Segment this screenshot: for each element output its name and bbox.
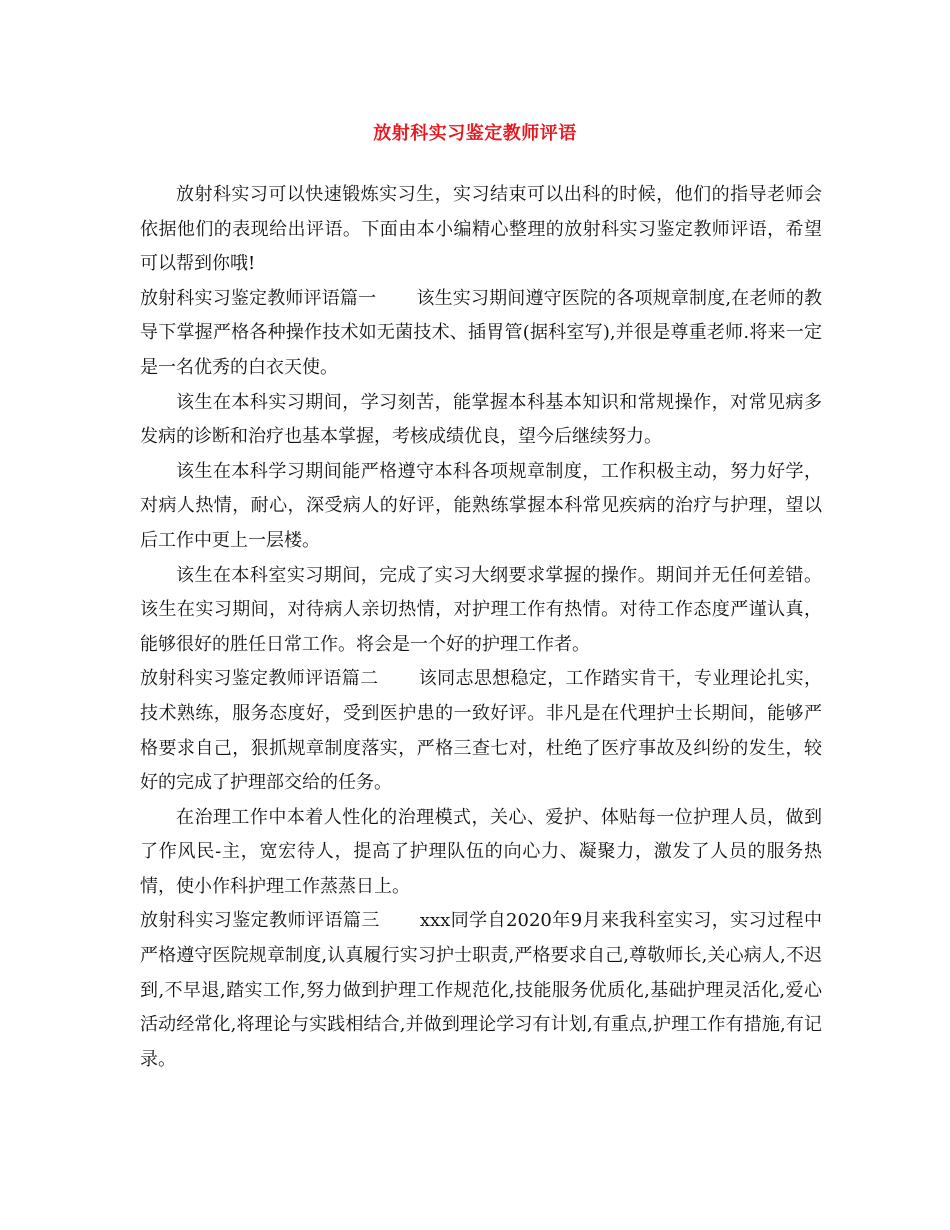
paragraph-6: 在治理工作中本着人性化的治理模式，关心、爱护、体贴每一位护理人员，做到了作风民-主，宽宏待人，提高了护理队伍的向心力、凝聚力，激发了人员的服务热情，使小作科护理工作蒸蒸日上。: [140, 806, 822, 897]
section-1-heading: 放射科实习鉴定教师评语篇一: [140, 287, 377, 309]
section-2-heading: 放射科实习鉴定教师评语篇二: [140, 668, 379, 690]
section-1-text: 该生实习期间遵守医院的各项规章制度,在老师的教导下掌握严格各种操作技术如无菌技术、插胃管(据科室写),并很是尊重老师.将来一定是一名优秀的白衣天使。: [140, 287, 822, 378]
section-2-paragraph: [140, 662, 822, 800]
document-body: [140, 178, 822, 1077]
intro-paragraph: 放射科实习可以快速锻炼实习生，实习结束可以出科的时候，他们的指导老师会依据他们的表现给出评语。下面由本小编精心整理的放射科实习鉴定教师评语，希望可以帮到你哦!: [140, 184, 822, 275]
section-1-paragraph: [140, 282, 822, 386]
section-2-text: 该同志思想稳定，工作踏实肯干，专业理论扎实，技术熟练，服务态度好，受到医护患的一致好评。非凡是在代理护士长期间，能够严格要求自己，狠抓规章制度落实，严格三查七对，杜绝了医疗事故及纠纷的发生，较好的完成了护理部交给的任务。: [140, 668, 823, 794]
section-3-text: xxx同学自2020年9月来我科室实习，实习过程中严格遵守医院规章制度,认真履行实习护士职责,严格要求自己,尊敬师长,关心病人,不迟到,不早退,踏实工作,努力做到护理工作规范化,技能服务优质化,基础护理灵活化,爱心活动经常化,将理论与实践相结合,并做到理论学习有计划,有重点,护理工作有措施,有记录。: [140, 910, 823, 1070]
paragraph-2: 该生在本科实习期间，学习刻苦，能掌握本科基本知识和常规操作，对常见病多发病的诊断和治疗也基本掌握，考核成绩优良，望今后继续努力。: [140, 391, 822, 448]
section-3-paragraph: [140, 904, 822, 1077]
document-title: 放射科实习鉴定教师评语: [373, 123, 577, 144]
section-3-heading: 放射科实习鉴定教师评语篇三: [140, 910, 380, 932]
paragraph-3: 该生在本科学习期间能严格遵守本科各项规章制度，工作积极主动，努力好学，对病人热情，耐心，深受病人的好评，能熟练掌握本科常见疾病的治疗与护理，望以后工作中更上一层楼。: [140, 460, 822, 551]
paragraph-4: 该生在本科室实习期间，完成了实习大纲要求掌握的操作。期间并无任何差错。该生在实习期间，对待病人亲切热情，对护理工作有热情。对待工作态度严谨认真，能够很好的胜任日常工作。将会是一个好的护理工作者。: [140, 564, 822, 655]
